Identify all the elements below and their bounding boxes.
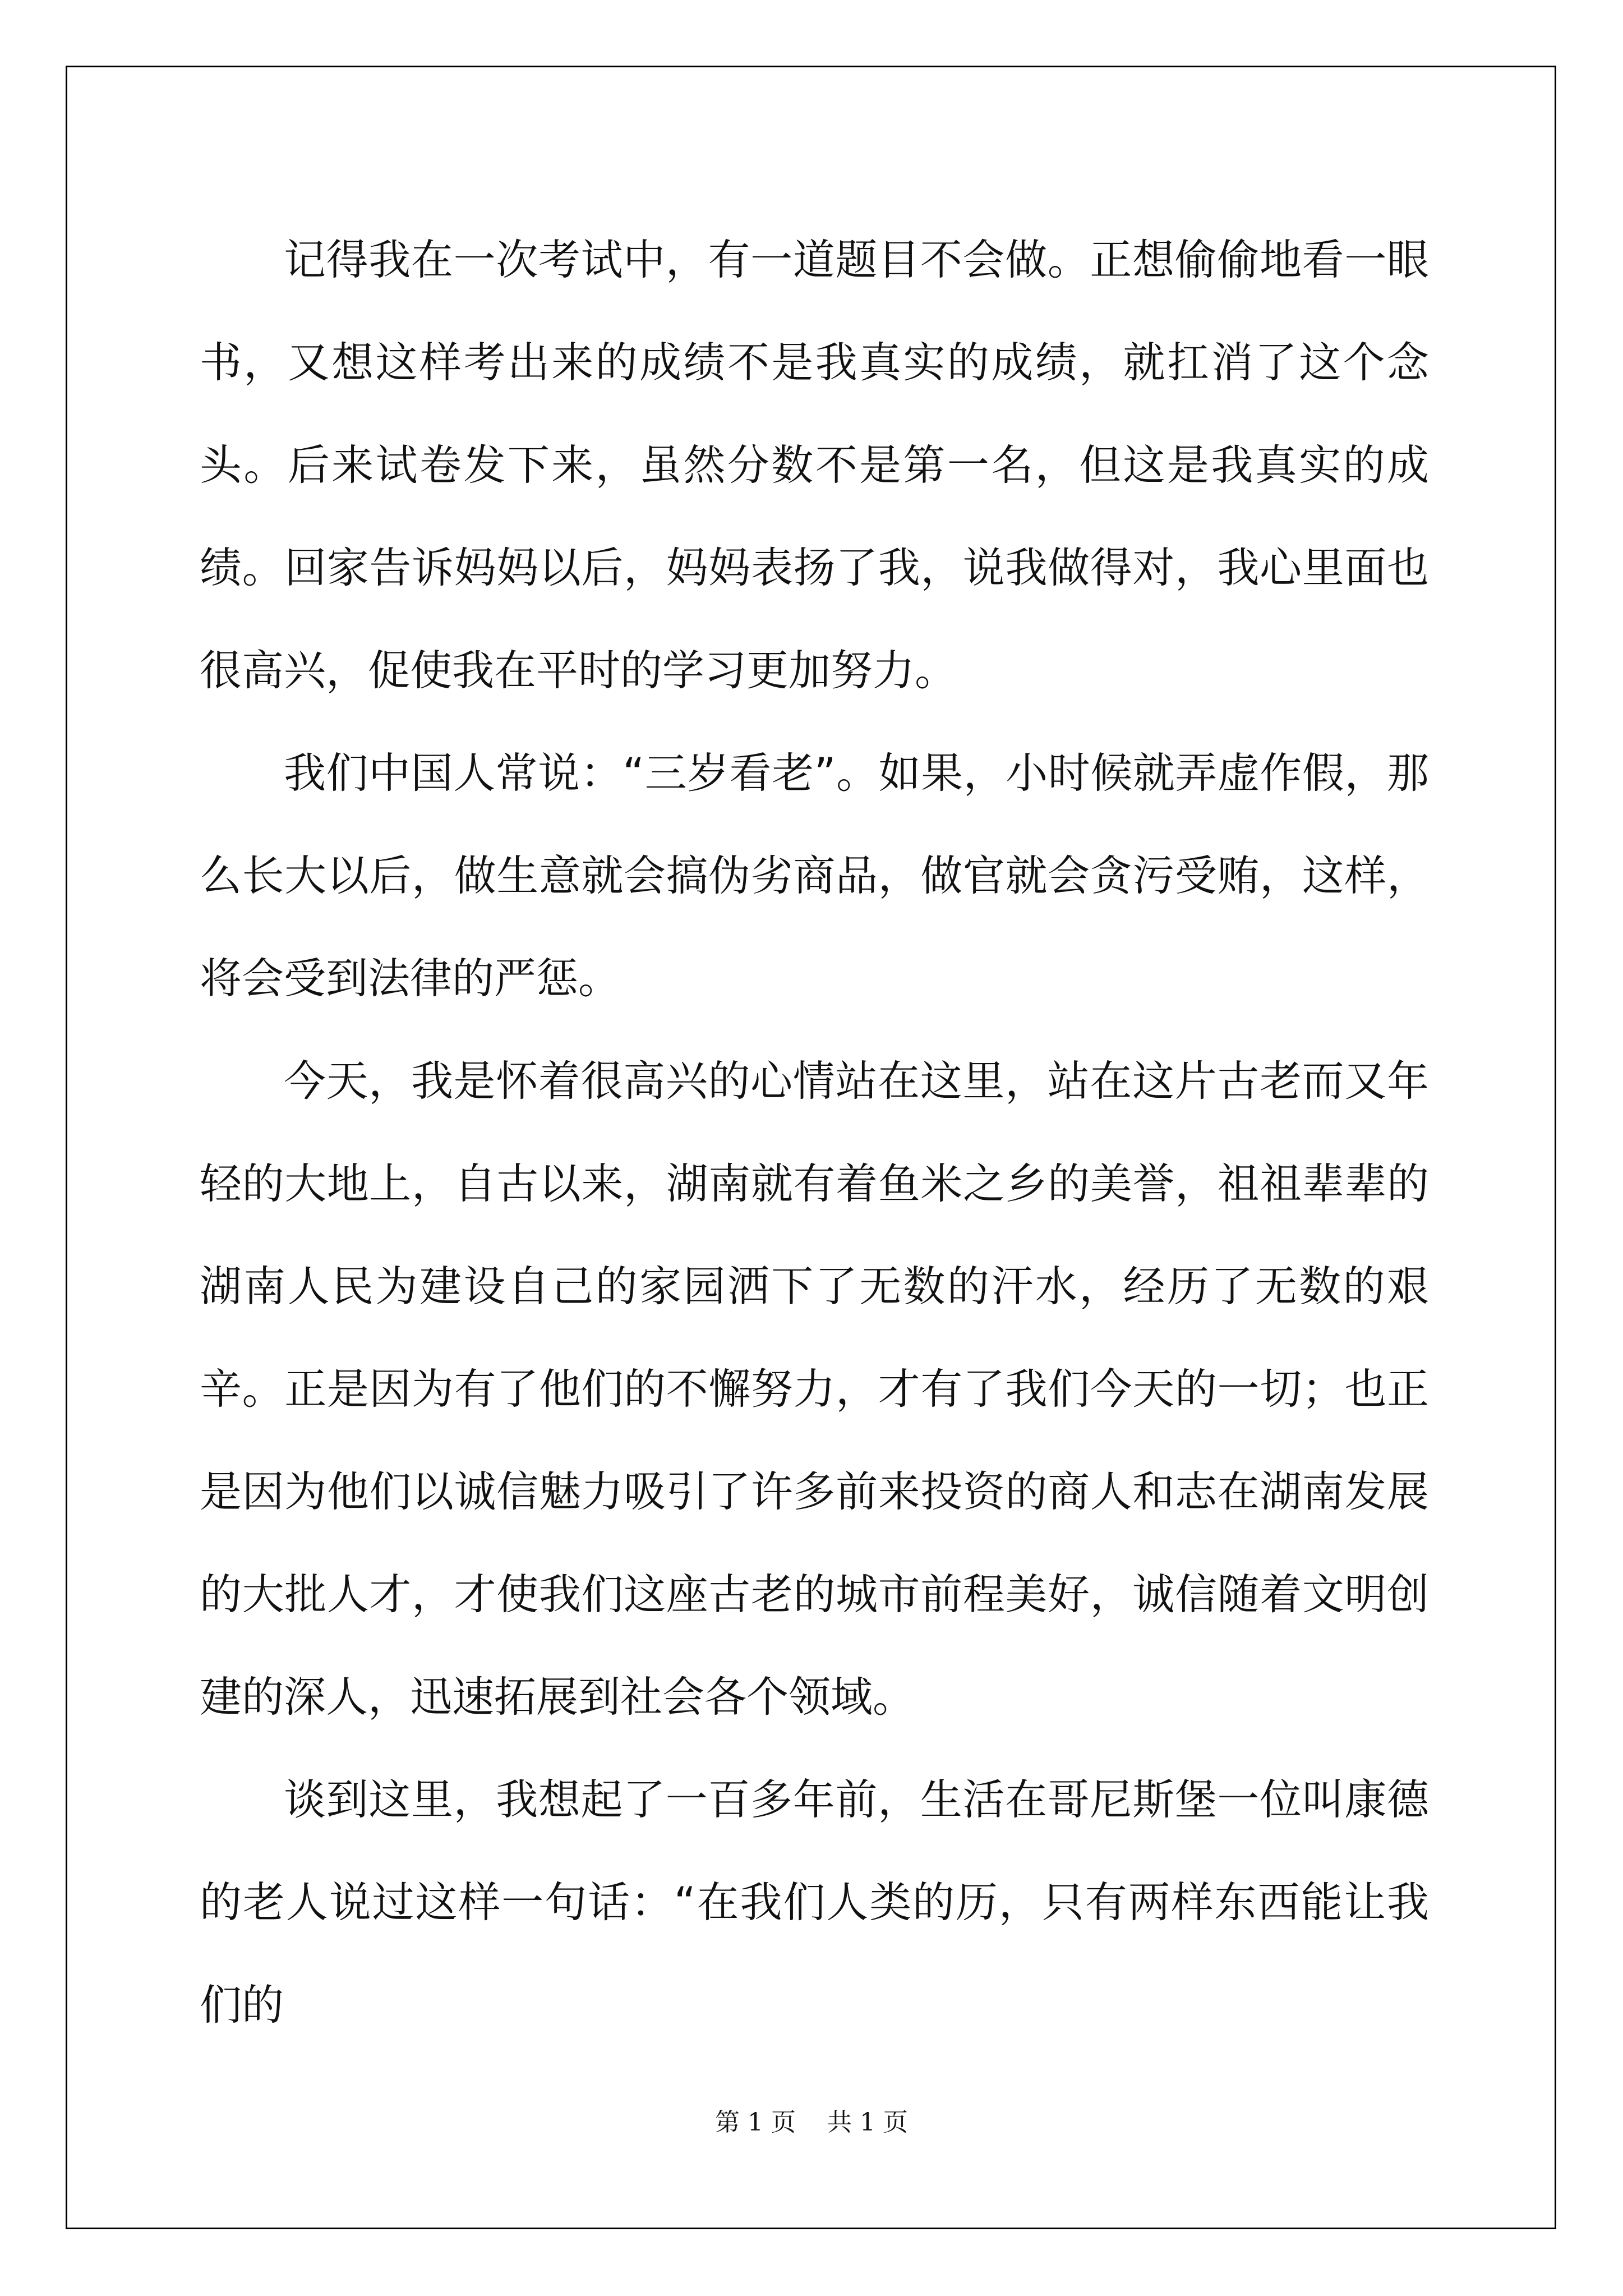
page-number-footer: 第 1 页 共 1 页 [715, 2108, 908, 2137]
paragraph-hunan: 今天，我是怀着很高兴的心情站在这里，站在这片古老而又年轻的大地上，自古以来，湖南就有着鱼米之乡的美誉，祖祖辈辈的湖南人民为建设自己的家园洒下了无数的汗水，经历了无数的艰辛。正是因为有了他们的不懈努力，才有了我们今天的一切；也正是因为他们以诚信魅力吸引了许多前来投资的商人和志在湖南发展的大批人才，才使我们这座古老的城市前程美好，诚信随着文明创建的深人，迅速拓展到社会各个领域。 [200, 1056, 1429, 1722]
paragraph-saying: 我们中国人常说：“三岁看老”。如果，小时候就弄虚作假，那么长大以后，做生意就会搞伪劣商品，做官就会贪污受贿，这样，将会受到法律的严惩。 [200, 748, 1429, 1003]
paragraph-kant: 谈到这里，我想起了一百多年前，生活在哥尼斯堡一位叫康德的老人说过这样一句话：“在我们人类的历，只有两样东西能让我们的 [200, 1775, 1429, 2030]
document-body [200, 209, 1429, 2056]
paragraph-exam: 记得我在一次考试中，有一道题目不会做。正想偷偷地看一眼书，又想这样考出来的成绩不是我真实的成绩，就扛消了这个念头。后来试卷发下来，虽然分数不是第一名，但这是我真实的成绩。回家告诉妈妈以后，妈妈表扬了我，说我做得对，我心里面也很高兴，促使我在平时的学习更加努力。 [200, 235, 1429, 695]
